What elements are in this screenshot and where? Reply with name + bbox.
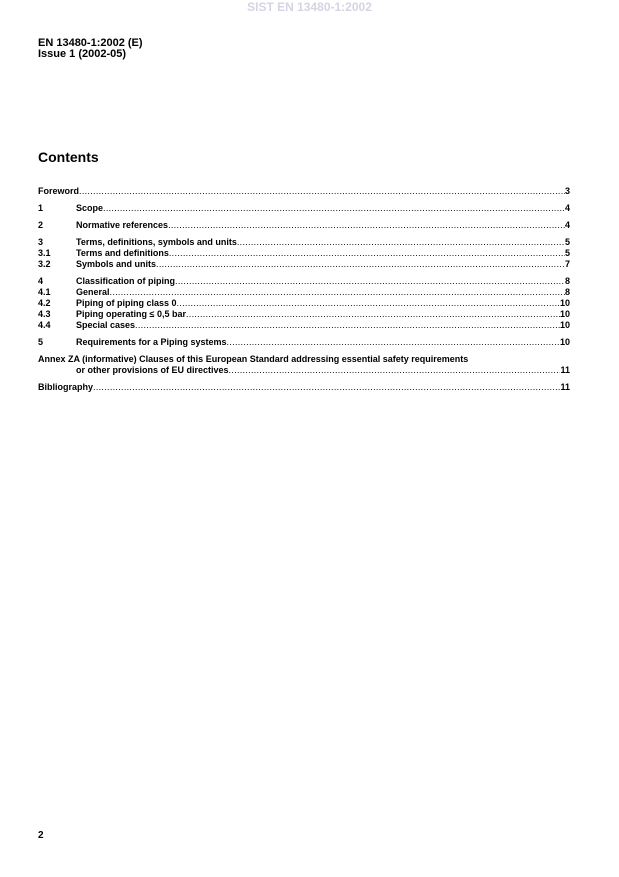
toc-label: Requirements for a Piping systems xyxy=(76,337,227,347)
toc-entry-normative-references[interactable] xyxy=(38,220,570,231)
toc-entry-piping-class-0[interactable] xyxy=(38,298,570,309)
toc-entry-foreword[interactable] xyxy=(38,186,570,197)
toc-number: 1 xyxy=(38,203,44,213)
toc-page: 10 xyxy=(559,309,570,319)
toc-entry-scope[interactable] xyxy=(38,203,570,214)
toc-leader xyxy=(135,320,560,331)
toc-number: 3 xyxy=(38,237,44,247)
toc-leader xyxy=(79,186,565,197)
toc-leader xyxy=(168,220,565,231)
watermark: SIST EN 13480-1:2002 xyxy=(247,0,372,14)
annex-title-continuation xyxy=(38,365,570,376)
document-header xyxy=(38,38,143,60)
toc-leader xyxy=(186,309,560,320)
toc-page: 5 xyxy=(564,237,570,247)
toc-page: 8 xyxy=(564,276,570,286)
toc-entry-annex-za[interactable] xyxy=(38,354,570,376)
toc-entry-piping-operating[interactable] xyxy=(38,309,570,320)
toc-label: or other provisions of EU directives xyxy=(76,365,229,375)
toc-leader xyxy=(169,248,565,259)
toc-label: Piping of piping class 0 xyxy=(76,298,177,308)
toc-number: 4.1 xyxy=(38,287,51,297)
toc-number: 5 xyxy=(38,337,44,347)
toc-leader xyxy=(229,365,561,376)
toc-label: Symbols and units xyxy=(76,259,157,269)
toc-leader xyxy=(93,382,560,393)
toc-entry-classification[interactable] xyxy=(38,276,570,287)
toc-entry-general[interactable] xyxy=(38,287,570,298)
toc-number: 4 xyxy=(38,276,44,286)
toc-page: 8 xyxy=(564,287,570,297)
toc-label: Terms and definitions xyxy=(76,248,169,258)
toc-number: 4.4 xyxy=(38,320,51,330)
toc-page: 7 xyxy=(564,259,570,269)
toc-number: 3.2 xyxy=(38,259,51,269)
table-of-contents xyxy=(38,186,570,393)
toc-label: Foreword xyxy=(38,186,80,196)
toc-page: 10 xyxy=(559,337,570,347)
toc-entry-symbols-and-units[interactable] xyxy=(38,259,570,270)
toc-label: Special cases xyxy=(76,320,136,330)
issue-info: Issue 1 (2002-05) xyxy=(38,48,127,60)
toc-page: 4 xyxy=(564,220,570,230)
toc-leader xyxy=(103,203,565,214)
toc-entry-requirements[interactable] xyxy=(38,337,570,348)
toc-entry-special-cases[interactable] xyxy=(38,320,570,331)
toc-entry-terms-and-definitions[interactable] xyxy=(38,248,570,259)
toc-page: 11 xyxy=(560,365,570,375)
toc-entry-bibliography[interactable] xyxy=(38,382,570,393)
toc-label: Terms, definitions, symbols and units xyxy=(76,237,237,247)
toc-number: 2 xyxy=(38,220,44,230)
toc-number: 3.1 xyxy=(38,248,51,258)
toc-page: 5 xyxy=(564,248,570,258)
toc-number: 4.3 xyxy=(38,309,51,319)
toc-label: Scope xyxy=(76,203,104,213)
toc-number: 4.2 xyxy=(38,298,51,308)
toc-page: 10 xyxy=(559,320,570,330)
toc-leader xyxy=(237,237,565,248)
toc-entry-terms[interactable] xyxy=(38,237,570,248)
standard-id: EN 13480-1:2002 (E) xyxy=(38,37,143,49)
toc-label: Bibliography xyxy=(38,382,94,392)
toc-label: General xyxy=(76,287,110,297)
toc-label: Normative references xyxy=(76,220,169,230)
toc-page: 11 xyxy=(560,382,570,392)
toc-page: 3 xyxy=(564,186,570,196)
toc-leader xyxy=(227,337,560,348)
toc-label: Classification of piping xyxy=(76,276,176,286)
toc-leader xyxy=(177,298,560,309)
toc-label: Piping operating ≤ 0,5 bar xyxy=(76,309,186,319)
annex-title-line: Annex ZA (informative) Clauses of this European Standard addressing essential safety requirements xyxy=(38,354,469,364)
toc-page: 4 xyxy=(564,203,570,213)
page-number: 2 xyxy=(38,830,44,841)
toc-leader xyxy=(110,287,565,298)
toc-page: 10 xyxy=(559,298,570,308)
toc-leader xyxy=(175,276,565,287)
page-title: Contents xyxy=(38,149,99,165)
toc-leader xyxy=(156,259,565,270)
